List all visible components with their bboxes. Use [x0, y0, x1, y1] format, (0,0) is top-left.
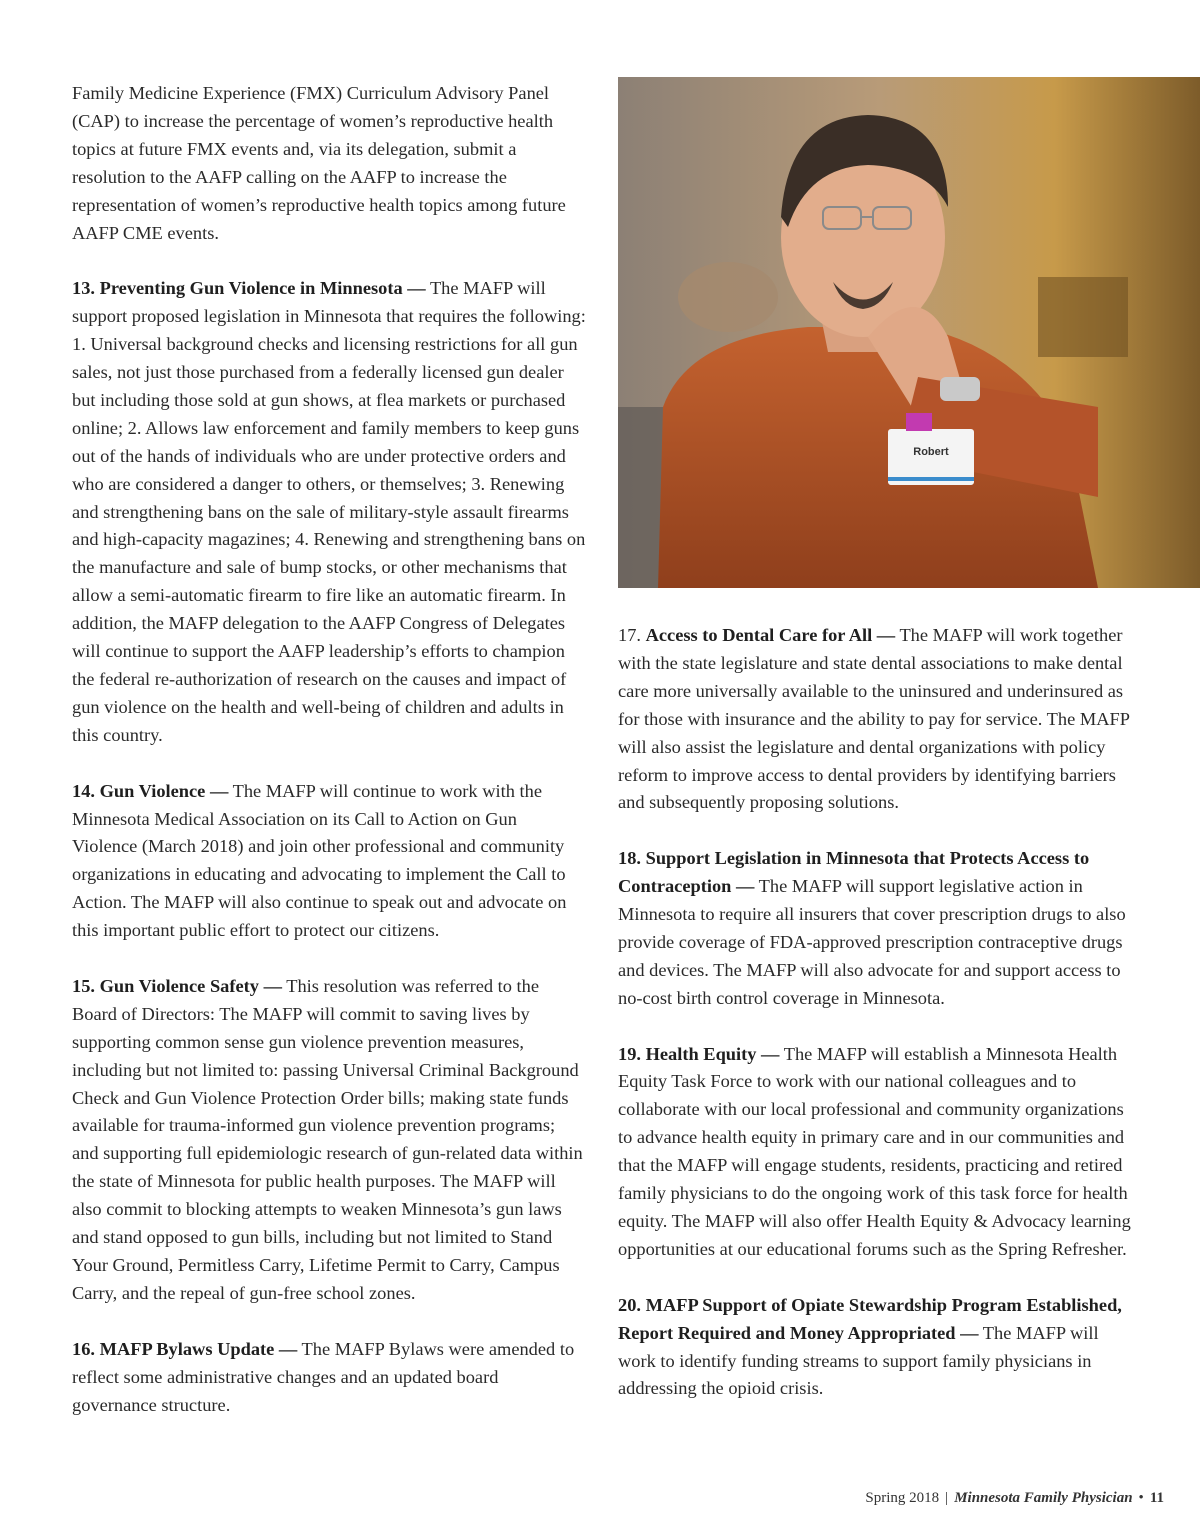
attendee-photo	[618, 77, 1200, 588]
resolution-16	[72, 1336, 586, 1420]
issue-label: Spring 2018	[865, 1490, 940, 1506]
resolution-heading: Access to Dental Care for All —	[645, 625, 896, 645]
resolution-19	[618, 1041, 1138, 1264]
resolution-body: The MAFP will work together with the state legislature and state dental associations to make dental care more universally available to the uninsured and underinsured as for those with insurance and the ability to pay for service. The MAFP will also assist the legislature and dental organizations with policy reform to improve access to dental providers by identifying barriers and subsequently proposing solutions.	[618, 625, 1130, 813]
publication-title: Minnesota Family Physician	[954, 1490, 1133, 1506]
name-badge-text: Robert	[913, 446, 949, 458]
resolution-body: The MAFP Bylaws were amended to reflect some administrative changes and an updated board governance structure.	[72, 1338, 575, 1415]
resolution-body: The MAFP will support legislative action in Minnesota to require all insurers that cover prescription drugs to also provide coverage of FDA-approved prescription contraceptive drugs and devices. The MAFP will also advocate for and support access to no-cost birth control coverage in Minnesota.	[618, 876, 1126, 1008]
page-number: 11	[1149, 1490, 1164, 1506]
footer-bullet: •	[1138, 1490, 1144, 1506]
resolution-20	[618, 1292, 1138, 1404]
photo-illustration	[618, 77, 1200, 588]
resolution-heading: 14. Gun Violence —	[72, 780, 229, 801]
resolution-heading: 16. MAFP Bylaws Update —	[72, 1338, 298, 1359]
resolution-heading: 15. Gun Violence Safety —	[72, 975, 282, 996]
resolution-heading: 18. Support Legislation in Minnesota that Protects Access to Contraception —	[618, 848, 1090, 897]
resolution-body: The MAFP will support proposed legislation in Minnesota that requires the following: 1. Universal background checks and licensing restrictions for all gun sales, not just those purchased from a federally licensed gun dealer but including those sold at gun shows, at flea markets or purchased online; 2. Allows law enforcement and family members to keep guns out of the hands of individuals who are under protective orders and who are considered a danger to others, or themselves; 3. Renewing and strengthening bans on the sale of military-style assault firearms and high-capacity magazines; 4. Renewing and strengthening bans on the manufacture and sale of bump stocks, or other mechanisms that allow a semi-automatic firearm to fire like an automatic firearm. In addition, the MAFP delegation to the AAFP Congress of Delegates will continue to support the AAFP leadership’s efforts to champion the federal re-authorization of research on the causes and impact of gun violence on the health and well-being of children and adults in this country.	[72, 278, 586, 745]
resolution-17	[618, 622, 1138, 817]
resolution-13	[72, 275, 586, 749]
resolution-body: This resolution was referred to the Board of Directors: The MAFP will commit to saving lives by supporting common sense gun violence prevention measures, including but not limited to: passing Universal Criminal Background Check and Gun Violence Protection Order bills; making state funds available for trauma-informed gun violence prevention programs; and supporting full epidemiologic research of gun-related data within the state of Minnesota for public health purposes. The MAFP will also commit to blocking attempts to weaken Minnesota’s gun laws and stand opposed to gun bills, including but not limited to Stand Your Ground, Permitless Carry, Lifetime Permit to Carry, Campus Carry, and the repeal of gun-free school zones.	[72, 975, 583, 1303]
resolution-body: The MAFP will work to identify funding streams to support family physicians in addressing the opioid crisis.	[618, 1322, 1099, 1399]
resolution-heading: 20. MAFP Support of Opiate Stewardship Program Established, Report Required and Money Appropriated —	[618, 1294, 1122, 1343]
resolution-heading: 19. Health Equity —	[618, 1043, 780, 1064]
footer-divider: |	[945, 1490, 949, 1506]
resolution-18	[618, 845, 1138, 1012]
resolution-14	[72, 778, 586, 945]
resolution-body: The MAFP will establish a Minnesota Health Equity Task Force to work with our national colleagues and to collaborate with our local professional and community organizations to advance health equity in primary care and in our communities and that the MAFP will engage students, residents, practicing and retired family physicians to do the ongoing work of this task force for health equity. The MAFP will also offer Health Equity & Advocacy learning opportunities at our educational forums such as the Spring Refresher.	[618, 1043, 1131, 1259]
right-column	[618, 622, 1138, 1431]
continuation-paragraph: Family Medicine Experience (FMX) Curriculum Advisory Panel (CAP) to increase the percentage of women’s reproductive health topics at future FMX events and, via its delegation, submit a resolution to the AAFP calling on the AAFP to increase the representation of women’s reproductive health topics among future AAFP CME events.	[72, 83, 566, 243]
resolution-15	[72, 973, 586, 1308]
resolution-prefix: 17.	[618, 625, 646, 645]
left-column	[72, 80, 586, 1447]
resolution-body: The MAFP will continue to work with the Minnesota Medical Association on its Call to Action on Gun Violence (March 2018) and join other professional and community organizations in educating and advocating to implement the Call to Action. The MAFP will also continue to speak out and advocate on this important public effort to protect our citizens.	[72, 780, 567, 941]
page-footer	[865, 1490, 1164, 1507]
resolution-heading: 13. Preventing Gun Violence in Minnesota —	[72, 278, 426, 299]
